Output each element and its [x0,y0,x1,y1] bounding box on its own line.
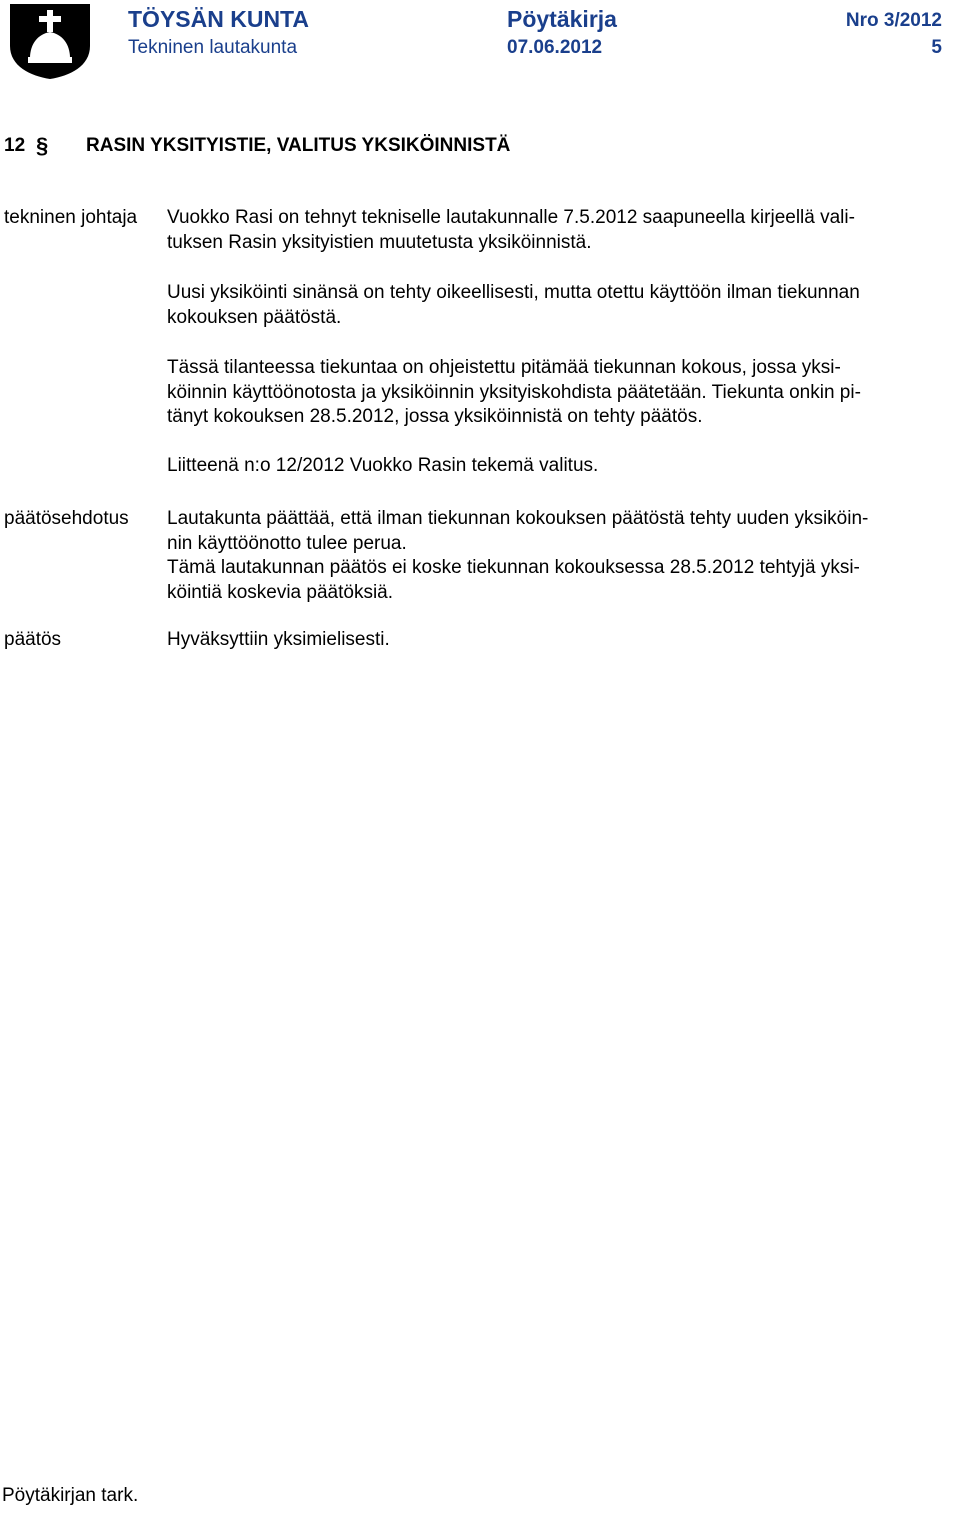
document-number: Nro 3/2012 [845,10,942,31]
minutes-checked-label: Pöytäkirjan tark. [2,1485,139,1506]
coat-of-arms-icon [8,2,92,80]
paragraph-3 [167,356,957,430]
text-line: tänyt kokouksen 28.5.2012, jossa yksiköinnistä on tehty päätös. [167,406,703,427]
paragraph-1 [167,206,957,255]
meeting-date: 07.06.2012 [507,37,603,58]
text-line: Vuokko Rasi on tehnyt tekniselle lautakunnalle 7.5.2012 saapuneella kirjeellä vali- [167,207,855,228]
document-type: Pöytäkirja [507,6,617,32]
section-symbol: § [36,133,49,158]
text-line: köintiä koskevia päätöksiä. [167,581,394,603]
text-line: nin käyttöönotto tulee perua. [167,532,407,554]
text-line: kokouksen päätöstä. [167,306,342,328]
municipality-name: TÖYSÄN KUNTA [128,6,310,32]
text-line: Tässä tilanteessa tiekuntaa on ohjeistettu pitämää tiekunnan kokous, jossa yksi- [167,357,841,378]
paragraph-2 [167,281,957,330]
section-title: RASIN YKSITYISTIE, VALITUS YKSIKÖINNISTÄ [86,135,511,156]
text-line: Uusi yksiköinti sinänsä on tehty oikeellisesti, mutta otettu käyttöön ilman tiekunnan [167,282,860,303]
decision-text: Hyväksyttiin yksimielisesti. [167,629,390,650]
attachment-note: Liitteenä n:o 12/2012 Vuokko Rasin tekemä valitus. [167,455,599,476]
proposal-label: päätösehdotus [4,508,129,529]
page-number: 5 [931,37,942,58]
decision-label: päätös [4,629,62,650]
text-line: Tämä lautakunnan päätös ei koske tiekunnan kokouksessa 28.5.2012 tehtyjä yksi- [167,557,860,578]
text-line: köinnin käyttöönotosta ja yksiköinnin yksityiskohdista päätetään. Tiekunta onkin pi- [167,381,861,403]
section-number: 12 [4,135,26,156]
committee-name: Tekninen lautakunta [128,37,298,58]
proposal-text [167,507,957,605]
text-line: tuksen Rasin yksityistien muutetusta yksiköinnistä. [167,231,592,253]
presenter-label: tekninen johtaja [4,207,138,228]
text-line: Lautakunta päättää, että ilman tiekunnan kokouksen päätöstä tehty uuden yksiköin- [167,508,869,529]
